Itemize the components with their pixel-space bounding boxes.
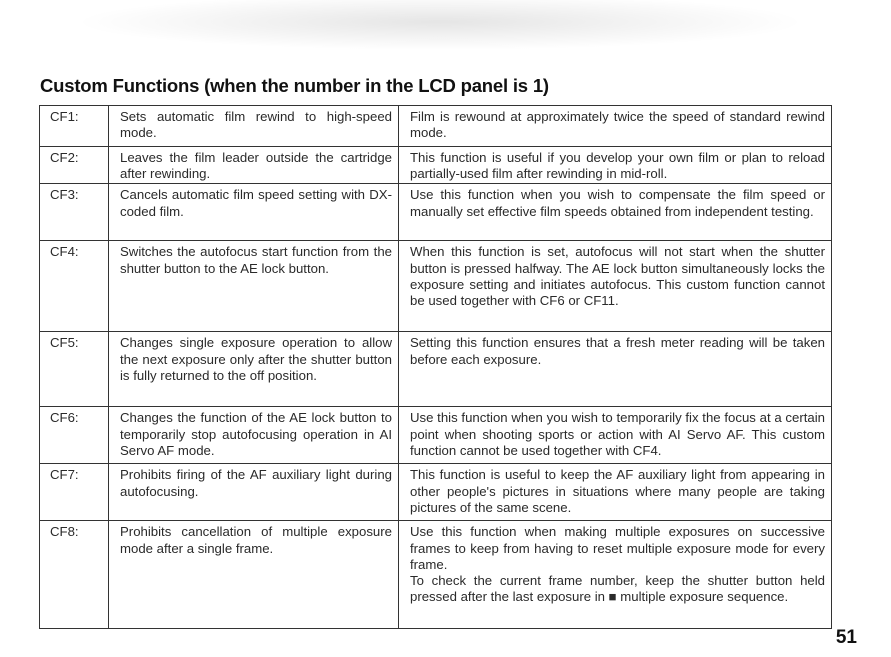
function-code: CF4: bbox=[40, 241, 109, 332]
table-row bbox=[40, 241, 832, 332]
function-code: CF6: bbox=[40, 407, 109, 464]
table-row bbox=[40, 464, 832, 521]
function-code: CF2: bbox=[40, 147, 109, 184]
function-description: Changes single exposure operation to allow the next exposure only after the shutter button is fully returned to the off position. bbox=[109, 332, 399, 407]
function-effect-note: To check the current frame number, keep the shutter button held pressed after the last exposure in ■ multiple exposure sequence. bbox=[410, 573, 825, 605]
function-effect: This function is useful if you develop your own film or plan to reload partially-used film after rewinding in mid-roll. bbox=[399, 147, 832, 184]
function-code: CF8: bbox=[40, 521, 109, 629]
function-description: Switches the autofocus start function from the shutter button to the AE lock button. bbox=[109, 241, 399, 332]
function-description: Cancels automatic film speed setting with DX-coded film. bbox=[109, 184, 399, 241]
function-description: Sets automatic film rewind to high-speed mode. bbox=[109, 106, 399, 147]
function-effect: When this function is set, autofocus will not start when the shutter button is pressed halfway. The AE lock button simultaneously locks the exposure setting and initiates autofocus. This custom function cannot be used together with CF6 or CF11. bbox=[399, 241, 832, 332]
function-effect: Setting this function ensures that a fresh meter reading will be taken before each exposure. bbox=[399, 332, 832, 407]
table-row bbox=[40, 184, 832, 241]
function-effect-cell bbox=[399, 521, 832, 629]
function-description: Changes the function of the AE lock button to temporarily stop autofocusing operation in AI Servo AF mode. bbox=[109, 407, 399, 464]
function-effect: Use this function when you wish to temporarily fix the focus at a certain point when shooting sports or action with AI Servo AF. This custom function cannot be used together with CF4. bbox=[399, 407, 832, 464]
function-effect: Use this function when making multiple exposures on successive frames to keep from having to reset multiple exposure mode for every frame. bbox=[410, 524, 825, 572]
function-effect: Use this function when you wish to compensate the film speed or manually set effective film speeds obtained from independent testing. bbox=[399, 184, 832, 241]
table-row bbox=[40, 106, 832, 147]
function-effect: Film is rewound at approximately twice the speed of standard rewind mode. bbox=[399, 106, 832, 147]
page-top-shadow bbox=[0, 0, 891, 70]
table-row bbox=[40, 147, 832, 184]
page-number: 51 bbox=[835, 627, 857, 648]
function-code: CF7: bbox=[40, 464, 109, 521]
table-row bbox=[40, 407, 832, 464]
table-row bbox=[40, 521, 832, 629]
table-row bbox=[40, 332, 832, 407]
function-description: Leaves the film leader outside the cartridge after rewinding. bbox=[109, 147, 399, 184]
function-code: CF5: bbox=[40, 332, 109, 407]
function-code: CF3: bbox=[40, 184, 109, 241]
function-description: Prohibits firing of the AF auxiliary light during autofocusing. bbox=[109, 464, 399, 521]
function-description: Prohibits cancellation of multiple exposure mode after a single frame. bbox=[109, 521, 399, 629]
function-effect: This function is useful to keep the AF auxiliary light from appearing in other people's pictures in situations where many people are taking pictures of the same scene. bbox=[399, 464, 832, 521]
custom-functions-table bbox=[39, 105, 832, 629]
function-code: CF1: bbox=[40, 106, 109, 147]
section-heading: Custom Functions (when the number in the LCD panel is 1) bbox=[40, 75, 549, 96]
